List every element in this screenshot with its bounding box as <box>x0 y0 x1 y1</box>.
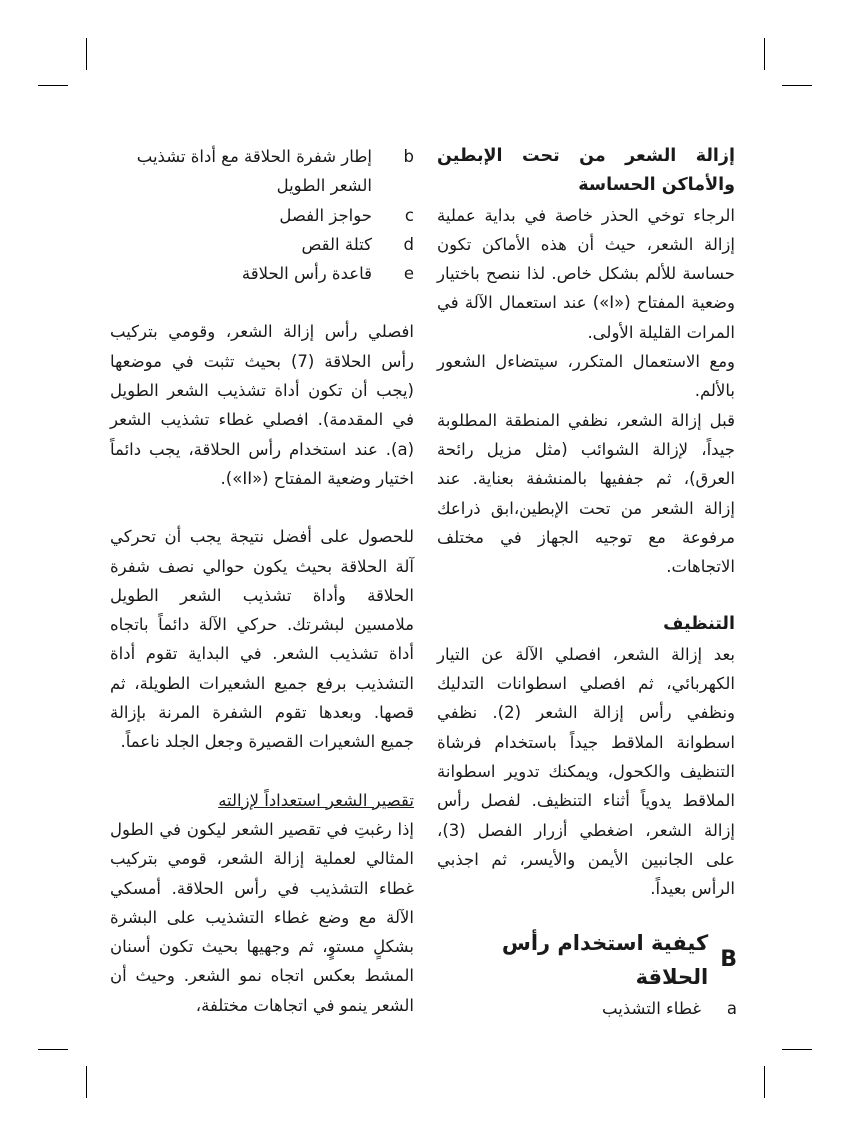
crop-mark <box>782 85 812 86</box>
list-item-letter: b <box>403 147 414 166</box>
list-item-text: غطاء التشذيب <box>602 999 701 1018</box>
list-item-letter: d <box>403 234 414 254</box>
section-b-title <box>437 926 737 994</box>
underarm-paragraph-2: ومع الاستعمال المتكرر، سيتضاءل الشعور بالألم. <box>437 352 735 401</box>
trim-heading: تقصير الشعر استعداداً لإزالته <box>218 790 414 810</box>
crop-mark <box>86 38 87 70</box>
list-item <box>110 259 414 288</box>
section-title-text: كيفية استخدام رأس الحلاقة <box>501 931 709 989</box>
right-column <box>437 142 735 903</box>
trim-paragraph: إذا رغبتِ في تقصير الشعر ليكون في الطول المثالي لعملية إزالة الشعر، قومي بتركيب غطاء التشذيب في رأس الحلاقة. أمسكي الآلة مع وضع غطاء التشذيب على البشرة بشكلٍ مستوٍ، ثم وجهيها بحيث تكون أسنان المشط بعكس اتجاه نمو الشعر. وحيث أن الشعر ينمو في اتجاهات مختلفة، <box>110 819 414 1015</box>
crop-mark <box>764 1066 765 1098</box>
underarm-paragraph-3: قبل إزالة الشعر، نظفي المنطقة المطلوبة جيداً، لإزالة الشوائب (مثل مزيل رائحة العرق)، ثم جففيها بالمنشفة بعناية. عند إزالة الشعر من تحت الإبطين،ابق ذراعك مرفوعة مع توجيه الجهاز في مختلف الاتجاهات. <box>437 410 735 577</box>
crop-mark <box>764 38 765 70</box>
list-item-text: إطار شفرة الحلاقة مع أداة تشذيب الشعر الطويل <box>136 147 372 196</box>
list-item <box>110 201 414 230</box>
list-item <box>110 230 414 259</box>
crop-mark <box>86 1066 87 1098</box>
section-letter: B <box>720 947 737 972</box>
cleaning-paragraph: بعد إزالة الشعر، افصلي الآلة عن التيار الكهربائي، ثم افصلي اسطوانات التدليك ونظفي رأس إزالة الشعر (2). نظفي اسطوانة الملاقط جيداً باستخدام فرشاة التنظيف والكحول، ويمكنك تدوير اسطوانة الملاقط يدوياً أثناء التنظيف. لفصل رأس إزالة الشعر، اضغطي أزرار الفصل (3)، على الجانبين الأيمن والأيسر، ثم اجذبي الرأس بعيداً. <box>437 644 736 899</box>
list-item <box>110 142 414 201</box>
underarm-paragraph-1: الرجاء توخي الحذر خاصة في بداية عملية إزالة الشعر، حيث أن هذه الأماكن تكون حساسة للألم بشكل خاص. لذا ننصح باختيار وضعية المفتاح («I») عند استعمال الآلة في المرات القليلة الأولى. <box>437 205 735 342</box>
underarm-heading: إزالة الشعر من تحت الإبطين والأماكن الحساسة <box>437 146 735 196</box>
list-item-letter: c <box>404 205 414 225</box>
shaver-paragraph-1: افصلي رأس إزالة الشعر، وقومي بتركيب رأس الحلاقة (7) بحيث تثبت في موضعها (يجب أن تكون أداة تشذيب الشعر الطويل في المقدمة). افصلي غطاء تشذيب الشعر (a). عند استخدام رأس الحلاقة، يجب دائماً اختيار وضعية المفتاح («II»). <box>110 322 414 488</box>
list-item-text: كتلة القص <box>301 234 372 254</box>
list-item-letter: e <box>403 264 414 284</box>
cleaning-heading: التنظيف <box>663 614 735 635</box>
list-item-text: حواجز الفصل <box>279 205 372 225</box>
crop-mark <box>782 1049 812 1050</box>
crop-mark <box>38 1049 68 1050</box>
list-item-text: قاعدة رأس الحلاقة <box>241 264 372 284</box>
list-item <box>437 994 737 1024</box>
left-column <box>110 142 414 1020</box>
shaver-paragraph-2: للحصول على أفضل نتيجة يجب أن تحركي آلة الحلاقة بحيث يكون حوالي نصف شفرة الحلاقة وأداة تشذيب الشعر الطويل ملامسين لبشرتك. حركي الآلة دائماً باتجاه أداة تشذيب الشعر. في البداية تقوم أداة التشذيب برفع جميع الشعيرات الطويلة، ثم قصها. وبعدها تقوم الشفرة المرنة بإزالة جميع الشعيرات القصيرة وجعل الجلد ناعماً. <box>110 527 414 752</box>
section-b <box>437 926 737 1024</box>
list-item-letter: a <box>726 999 737 1018</box>
crop-mark <box>38 85 68 86</box>
